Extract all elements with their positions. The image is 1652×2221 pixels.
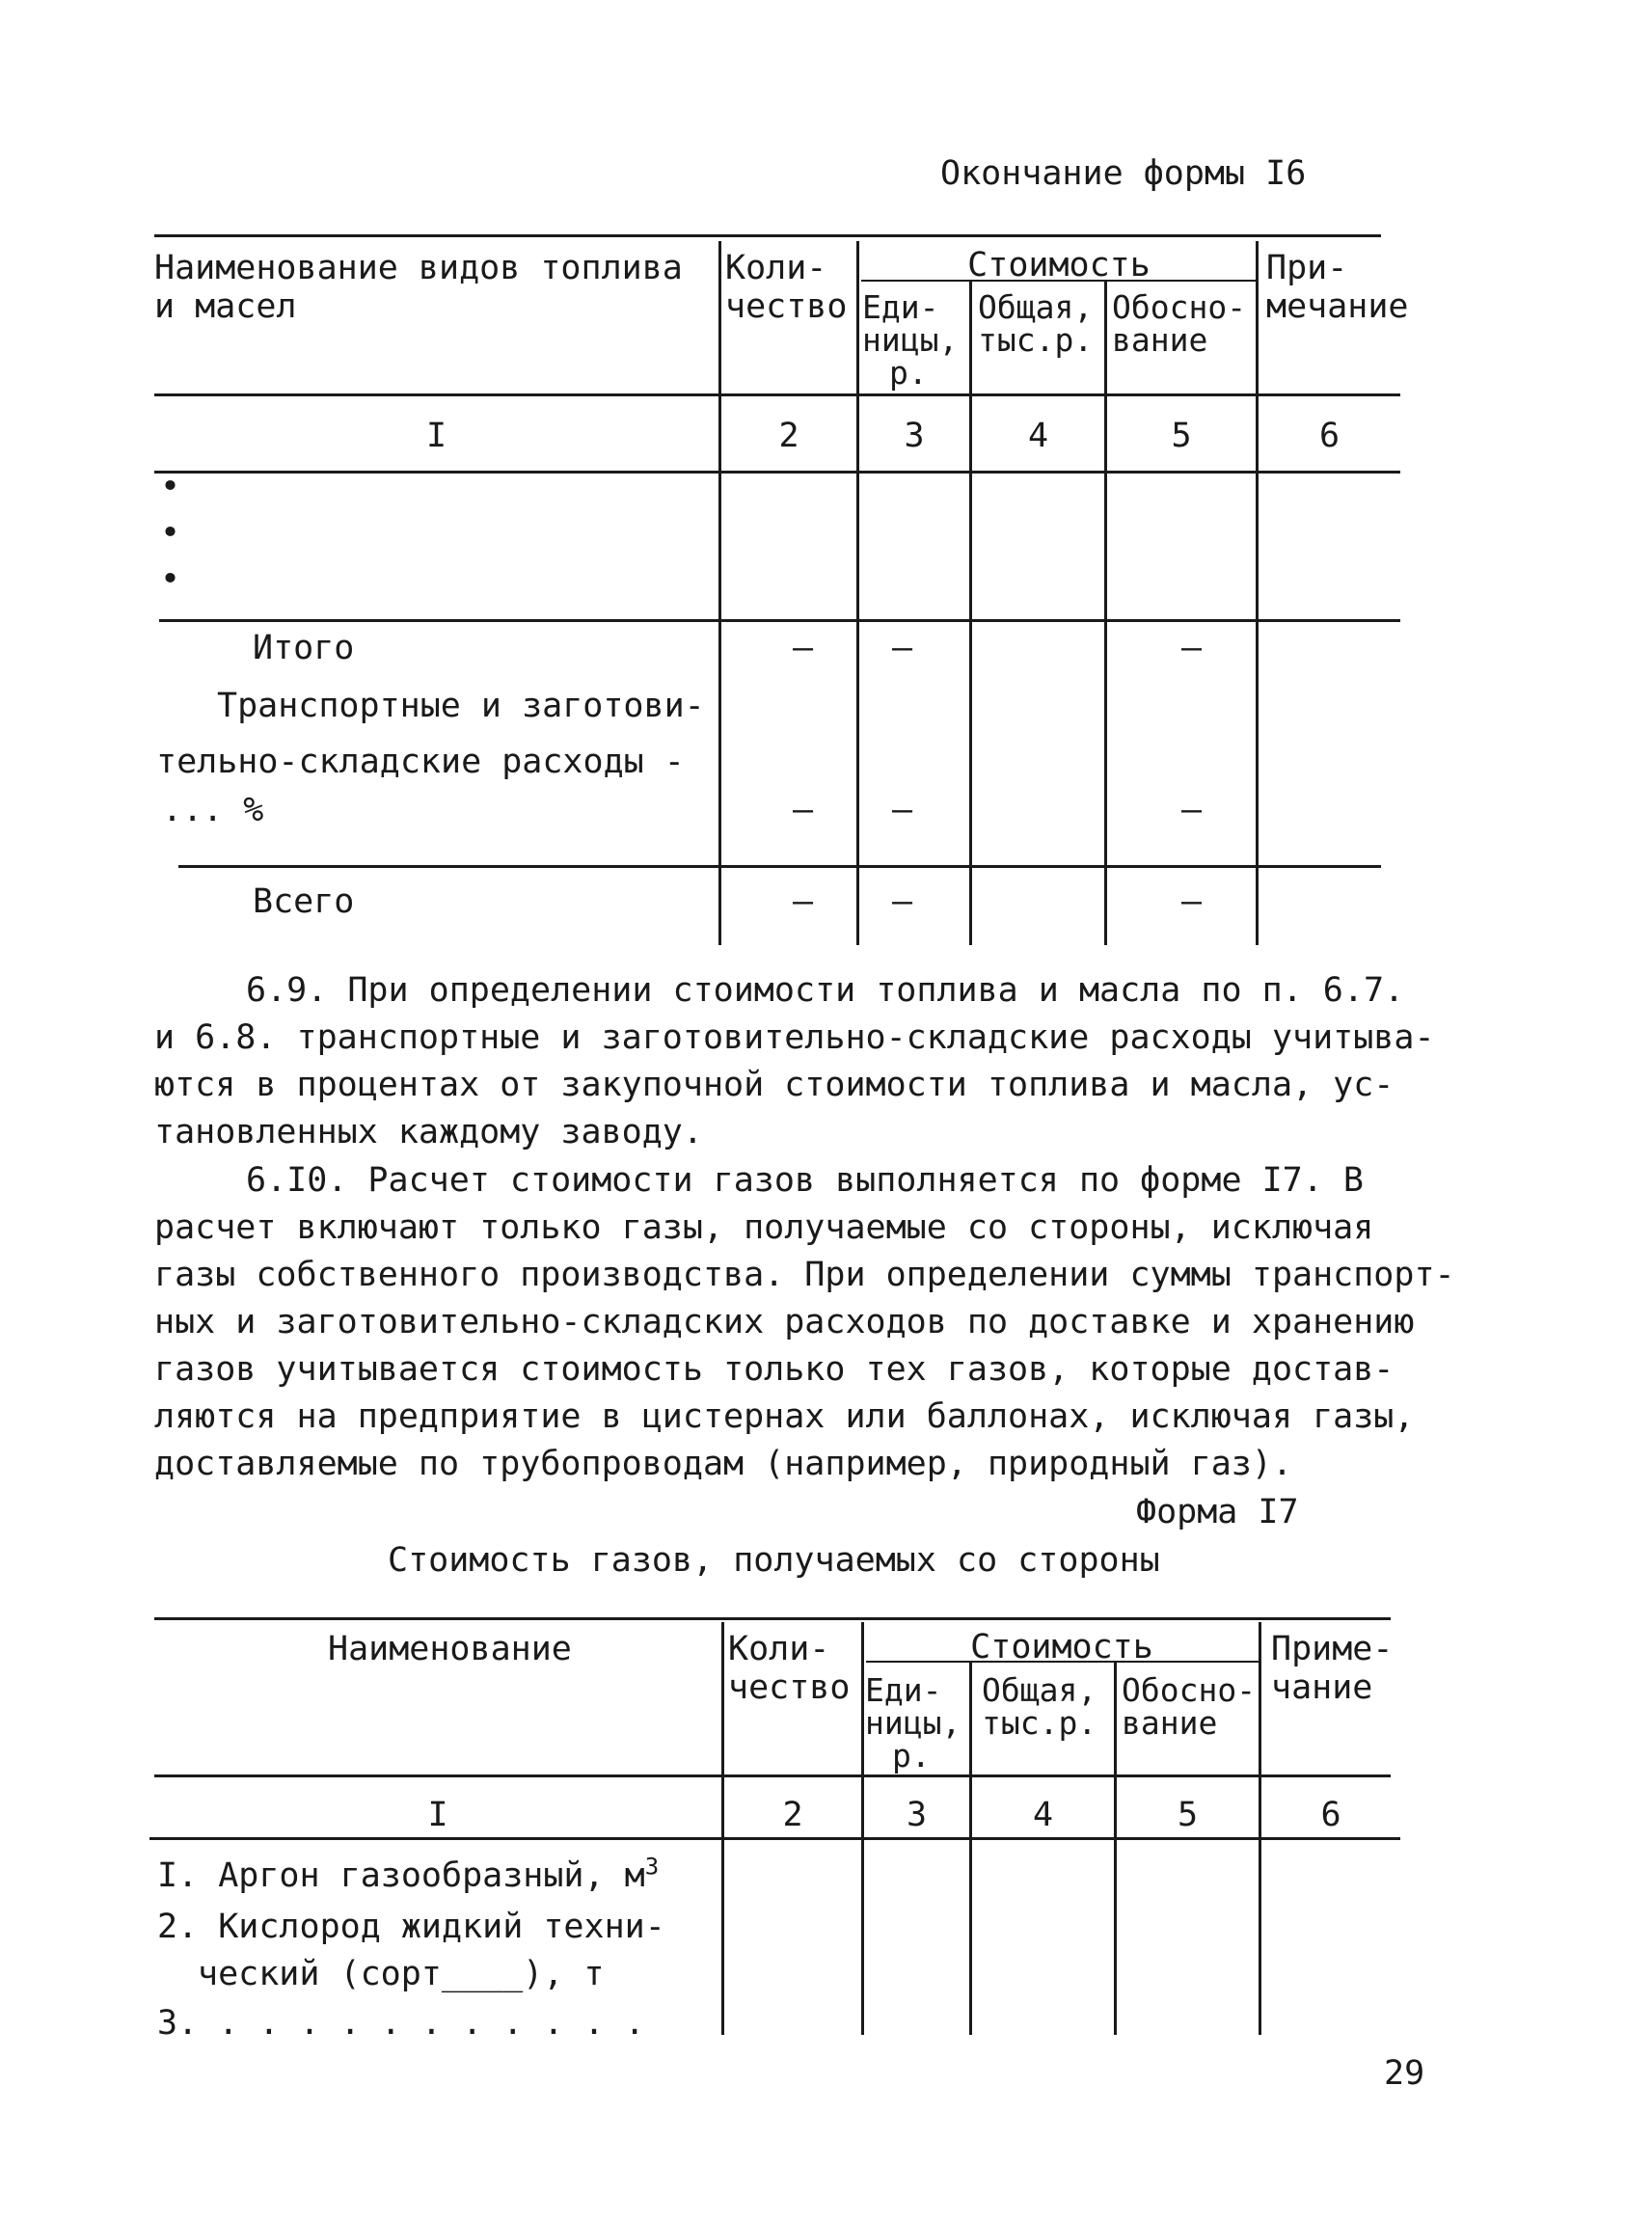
header-basis: Обосно- вание [1112,288,1247,359]
page-number: 29 [1384,2054,1425,2093]
column-number: 2 [778,417,799,455]
rule [159,619,1400,622]
rule [178,865,1381,868]
dash: – [1181,791,1203,829]
row-transport-label-2: тельно-складские расходы - [156,743,685,781]
column-number: I [427,1796,448,1834]
item-oxygen-line-2: ческий (сорт____), т [198,1955,605,1993]
header-cost: Стоимость [967,246,1151,284]
dash: – [892,882,913,921]
ellipsis-dot: • [160,514,181,553]
paragraph-6-10: 6.I0. Расчет стоимости газов выполняется по форме I7. В расчет включают только газы, получаемые со стороны, исключая газы собственного производства. При определении суммы транспорт- ных и заготовительно-складских расходов по доставке и хранению газов учитывается стоимость только тех газов, которые достав- ляются на предприятие в цистернах или баллонах, исключая газы, доставляемые по трубопроводам (например, природный газ). [154,1161,1455,1483]
header-cost: Стоимость [970,1628,1153,1666]
dash: – [793,882,814,921]
item-3-placeholder: 3. . . . . . . . . . . . [157,2004,645,2043]
column-number: 2 [782,1796,803,1834]
rule [856,241,859,945]
rule [154,1617,1391,1620]
rule [969,282,972,945]
column-number: 5 [1177,1796,1199,1834]
header-note: При- мечание [1266,249,1409,326]
row-transport-label-3: ... % [162,791,264,829]
dash: – [892,629,913,667]
rule [154,471,1400,474]
rule [969,1663,972,2035]
rule [1104,282,1107,945]
row-transport-label-1: Транспортные и заготови- [217,687,705,725]
column-number: 6 [1318,417,1341,455]
form16-caption: Окончание формы I6 [940,154,1307,193]
paragraph-6-9: 6.9. При определении стоимости топлива и масла по п. 6.7. и 6.8. транспортные и заготовительно-складские расходы учитыва- ются в процентах от закупочной стоимости топлива и масла, ус- тановленных каждому заводу. [154,971,1435,1151]
dash: – [793,791,814,829]
column-number: 3 [904,417,925,455]
dash: – [793,629,814,667]
ellipsis-dot: • [160,560,181,599]
column-number: I [425,417,447,455]
item-oxygen-line-1: 2. Кислород жидкий техни- [157,1908,665,1946]
column-number: 4 [1032,1796,1054,1834]
rule [154,393,1400,396]
header-quantity: Коли- чество [725,249,848,326]
dash: – [1181,882,1203,921]
dash: – [1181,629,1203,667]
ellipsis-dot: • [160,468,181,506]
header-unit-price: Еди- ницы, р. [862,288,959,392]
rule [154,234,1381,237]
rule [718,241,721,945]
column-number: 4 [1027,417,1049,455]
column-number: 3 [906,1796,928,1834]
header-basis: Обосно- вание [1122,1671,1257,1742]
header-name: Наименование видов топлива и масел [154,249,683,326]
rule [1114,1663,1117,2035]
header-quantity: Коли- чество [728,1630,851,1707]
column-number: 6 [1320,1796,1341,1834]
header-total: Общая, тыс.р. [978,288,1094,359]
rule [1256,241,1259,945]
header-name: Наименование [328,1630,572,1668]
row-itogo-label: Итого [253,629,355,667]
header-unit-price: Еди- ницы, р. [865,1671,961,1774]
row-vsego-label: Всего [253,882,355,921]
column-number: 5 [1171,417,1192,455]
form17-title: Стоимость газов, получаемых со стороны [388,1541,1160,1580]
rule [149,1837,1400,1840]
header-total: Общая, тыс.р. [982,1671,1097,1742]
item-argon: I. Аргон газообразный, $м^3$ [157,1853,660,1895]
form17-label: Форма I7 [1136,1493,1299,1531]
header-note: Приме- чание [1271,1630,1394,1707]
dash: – [892,791,913,829]
rule [154,1774,1391,1777]
